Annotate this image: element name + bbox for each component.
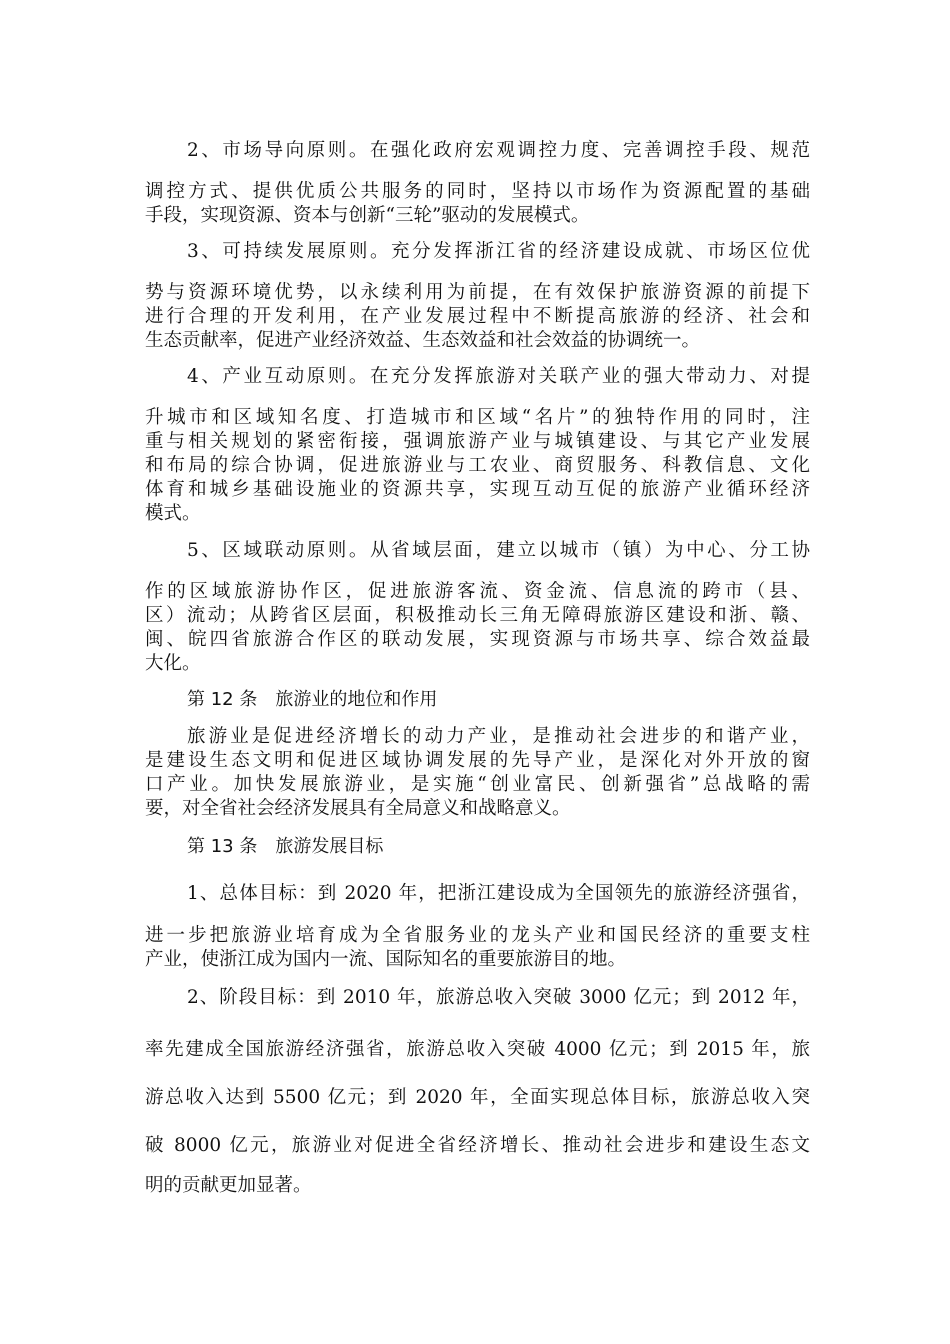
para-status-line-3: 口产业。加快发展旅游业，是实施“创业富民、创新强省”总战略的需 <box>145 774 810 795</box>
para-regional-line-1: 5、区域联动原则。从省域层面，建立以城市（镇）为中心、分工协 <box>187 540 810 561</box>
para-industry-line-1: 4、产业互动原则。在充分发挥旅游对关联产业的强大带动力、对提 <box>187 366 810 387</box>
para-industry-line-2: 升城市和区域知名度、打造城市和区域“名片”的独特作用的同时，注 <box>145 407 810 428</box>
section-heading-12: 第 12 条 旅游业的地位和作用 <box>187 689 438 710</box>
para-regional-line-3: 区）流动；从跨省区层面，积极推动长三角无障碍旅游区建设和浙、赣、 <box>145 605 810 626</box>
para-status-line-4: 要，对全省社会经济发展具有全局意义和战略意义。 <box>145 798 571 819</box>
para-industry-line-4: 和布局的综合协调，促进旅游业与工农业、商贸服务、科教信息、文化 <box>145 455 810 476</box>
para-market-line-1: 2、市场导向原则。在强化政府宏观调控力度、完善调控手段、规范 <box>187 140 810 161</box>
para-sustainable-line-2: 势与资源环境优势，以永续利用为前提，在有效保护旅游资源的前提下 <box>145 282 810 303</box>
para-overall-goal-line-2: 进一步把旅游业培育成为全省服务业的龙头产业和国民经济的重要支柱 <box>145 925 810 946</box>
para-regional-line-2: 作的区域旅游协作区，促进旅游客流、资金流、信息流的跨市（县、 <box>145 581 810 602</box>
para-industry-line-5: 体育和城乡基础设施业的资源共享，实现互动互促的旅游产业循环经济 <box>145 479 810 500</box>
para-market-line-2: 调控方式、提供优质公共服务的同时，坚持以市场作为资源配置的基础 <box>145 181 810 202</box>
para-status-line-2: 是建设生态文明和促进区域协调发展的先导产业，是深化对外开放的窗 <box>145 750 810 771</box>
para-overall-goal-line-1: 1、总体目标：到 2020 年，把浙江建设成为全国领先的旅游经济强省， <box>187 883 810 904</box>
para-sustainable-line-3: 进行合理的开发利用，在产业发展过程中不断提高旅游的经济、社会和 <box>145 306 810 327</box>
para-industry-line-6: 模式。 <box>145 503 201 524</box>
para-stage-goal-line-1: 2、阶段目标：到 2010 年，旅游总收入突破 3000 亿元；到 2012 年， <box>187 987 810 1008</box>
para-industry-line-3: 重与相关规划的紧密衔接，强调旅游产业与城镇建设、与其它产业发展 <box>145 431 810 452</box>
para-sustainable-line-4: 生态贡献率，促进产业经济效益、生态效益和社会效益的协调统一。 <box>145 330 701 351</box>
para-stage-goal-line-5: 明的贡献更加显著。 <box>145 1175 312 1196</box>
para-regional-line-4: 闽、皖四省旅游合作区的联动发展，实现资源与市场共享、综合效益最 <box>145 629 810 650</box>
para-market-line-3: 手段，实现资源、资本与创新“三轮”驱动的发展模式。 <box>145 205 590 226</box>
section-heading-13: 第 13 条 旅游发展目标 <box>187 836 384 857</box>
para-stage-goal-line-2: 率先建成全国旅游经济强省，旅游总收入突破 4000 亿元；到 2015 年，旅 <box>145 1039 810 1060</box>
para-overall-goal-line-3: 产业，使浙江成为国内一流、国际知名的重要旅游目的地。 <box>145 949 627 970</box>
para-status-line-1: 旅游业是促进经济增长的动力产业，是推动社会进步的和谐产业， <box>187 726 810 747</box>
para-regional-line-5: 大化。 <box>145 653 201 674</box>
para-stage-goal-line-3: 游总收入达到 5500 亿元；到 2020 年，全面实现总体目标，旅游总收入突 <box>145 1087 810 1108</box>
para-sustainable-line-1: 3、可持续发展原则。充分发挥浙江省的经济建设成就、市场区位优 <box>187 241 810 262</box>
para-stage-goal-line-4: 破 8000 亿元，旅游业对促进全省经济增长、推动社会进步和建设生态文 <box>145 1135 810 1156</box>
